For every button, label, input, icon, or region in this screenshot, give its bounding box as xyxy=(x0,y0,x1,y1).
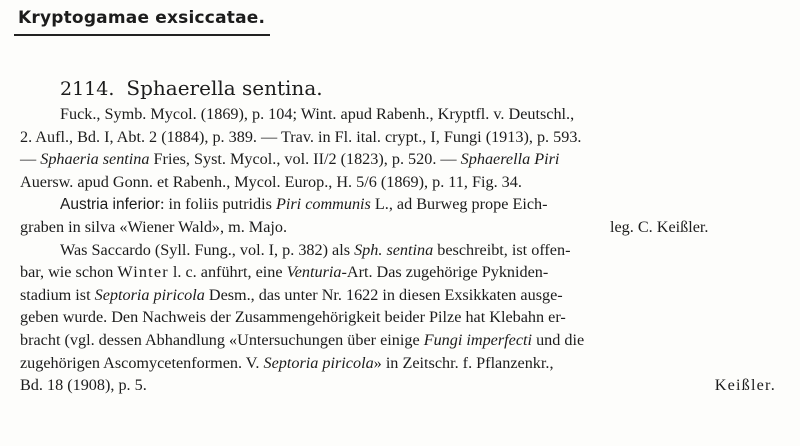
reference-text: 2. Aufl., Bd. I, Abt. 2 (1884), p. 389. — Trav. in Fl. ital. crypt., I, Fungi (1913), p. 593. xyxy=(20,127,582,146)
reference-line xyxy=(20,126,782,149)
locality-region: Austria inferior xyxy=(60,196,160,214)
note-text: Was Saccardo (Syll. Fung., vol. I, p. 382) als xyxy=(60,240,355,259)
species-reference: Sph. sentina xyxy=(354,240,434,259)
note-text: bar, wie schon xyxy=(20,263,118,282)
note-line xyxy=(20,261,782,284)
reference-text: Fuck., Symb. Mycol. (1869), p. 104; Wint. apud Rabenh., Kryptfl. v. Deutschl., xyxy=(60,105,575,123)
locality-text: : in foliis putridis xyxy=(159,195,276,214)
reference-line xyxy=(20,103,782,126)
note-text: beschreibt, ist offen- xyxy=(433,240,571,259)
locality-line xyxy=(20,193,782,216)
entry-number: 2114. xyxy=(60,78,115,100)
species-reference: Fungi imperfecti xyxy=(423,330,533,349)
reference-text: Fries, Syst. Mycol., vol. II/2 (1823), p. 520. — xyxy=(149,150,461,169)
note-line xyxy=(20,284,782,307)
locality-text: graben in silva «Wiener Wald», m. Majo. xyxy=(20,217,288,236)
reference-text: Auersw. apud Gonn. et Rabenh., Mycol. Europ., H. 5/6 (1869), p. 11, Fig. 34. xyxy=(20,172,522,191)
species-reference: Septoria piricola xyxy=(94,285,205,304)
note-text: Desm., das unter Nr. 1622 in diesen Exsikkaten ausge- xyxy=(204,285,563,304)
note-line xyxy=(20,329,782,352)
entry-body xyxy=(20,103,782,397)
note-line xyxy=(20,352,782,375)
note-text: und die xyxy=(532,330,585,349)
locality-line xyxy=(20,216,782,239)
note-text: l. c. anführt, eine xyxy=(168,263,287,282)
reference-line xyxy=(20,171,782,194)
author-name: Winter xyxy=(117,263,169,282)
note-text: -Art. Das zugehörige Pykniden- xyxy=(341,263,549,282)
note-text: Bd. 18 (1908), p. 5. xyxy=(20,376,147,395)
species-name: Sphaerella sentina. xyxy=(126,76,323,100)
genus-name: Venturia xyxy=(286,263,342,282)
note-text: » in Zeitschr. f. Pflanzenkr., xyxy=(373,353,554,372)
note-text: bracht (vgl. dessen Abhandlung «Untersuchungen über einige xyxy=(20,330,424,349)
note-text: stadium ist xyxy=(20,285,95,304)
entry-heading xyxy=(60,76,323,100)
host-plant-name: Piri communis xyxy=(275,195,371,214)
synonym-name: Sphaeria sentina xyxy=(40,150,150,169)
header-rule xyxy=(14,34,270,36)
synonym-name: Sphaerella Piri xyxy=(460,150,560,169)
note-text: geben wurde. Den Nachweis der Zusammengehörigkeit beider Pilze hat Klebahn er- xyxy=(20,308,566,327)
author-signature: Keißler. xyxy=(714,376,776,395)
note-line xyxy=(20,239,782,262)
reference-text: — xyxy=(20,150,41,169)
note-line xyxy=(20,306,782,329)
species-reference: Septoria piricola xyxy=(263,353,374,372)
reference-line xyxy=(20,148,782,171)
note-text: zugehörigen Ascomycetenformen. V. xyxy=(20,353,264,372)
locality-text: L., ad Burweg prope Eich- xyxy=(370,195,548,214)
note-line xyxy=(20,374,782,397)
collector-signature: leg. C. Keißler. xyxy=(610,217,709,236)
page-header-title: Kryptogamae exsiccatae. xyxy=(18,8,266,28)
